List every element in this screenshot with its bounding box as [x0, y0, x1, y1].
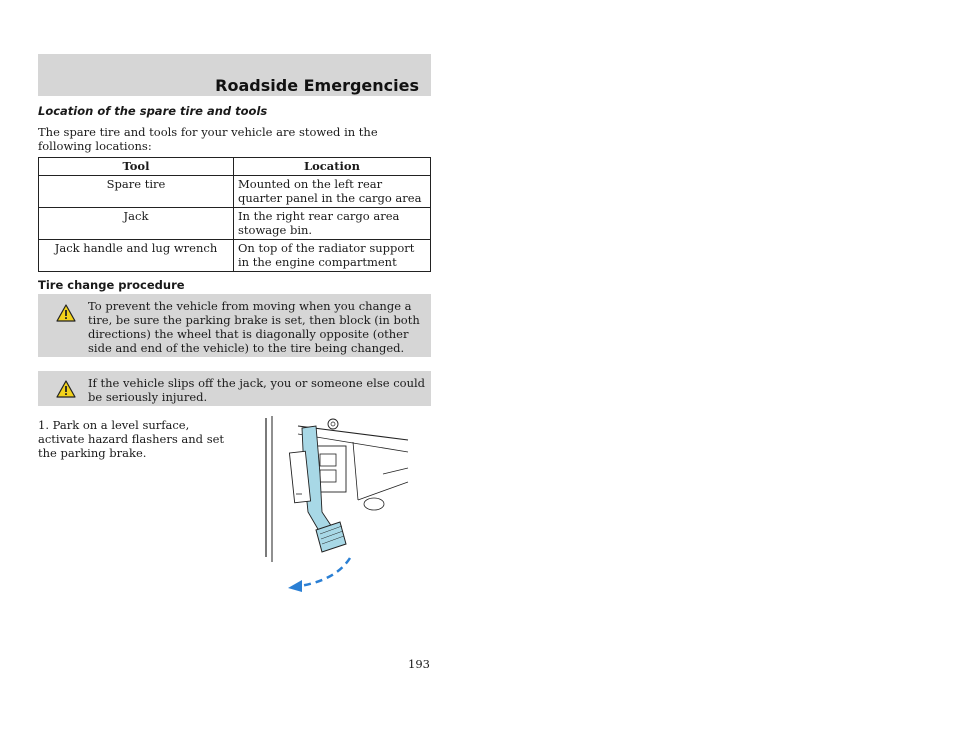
tire-change-heading: Tire change procedure	[38, 278, 185, 292]
table-row	[39, 176, 431, 208]
table-row	[39, 240, 431, 272]
warning-box-jack-slip	[38, 371, 431, 406]
step-1-text: 1. Park on a level surface, activate hazard flashers and set the parking brake.	[38, 418, 225, 460]
table-cell-tool: Spare tire	[39, 176, 234, 208]
table-cell-tool: Jack handle and lug wrench	[39, 240, 234, 272]
table-cell-location: On top of the radiator support in the engine compartment	[234, 240, 431, 272]
table-row	[39, 208, 431, 240]
parking-brake-pedal-illustration	[258, 412, 428, 592]
table-header-row	[39, 158, 431, 176]
warning-text-jack-slip: If the vehicle slips off the jack, you or someone else could be seriously injured.	[88, 376, 426, 404]
table-cell-location: In the right rear cargo area stowage bin.	[234, 208, 431, 240]
page-number: 193	[408, 657, 430, 671]
column-header-tool: Tool	[39, 158, 234, 176]
warning-box-parking-brake	[38, 294, 431, 357]
header-band	[38, 54, 431, 96]
warning-text-parking-brake: To prevent the vehicle from moving when you change a tire, be sure the parking brake is set, then block (in both directions) the wheel that is diagonally opposite (other side and end of the vehicle) to the tire being changed.	[88, 299, 420, 355]
warning-triangle-icon	[56, 380, 76, 398]
page-title: Roadside Emergencies	[215, 76, 419, 95]
warning-triangle-icon	[56, 304, 76, 322]
table-cell-location: Mounted on the left rear quarter panel in the cargo area	[234, 176, 431, 208]
spare-location-heading: Location of the spare tire and tools	[38, 104, 268, 118]
column-header-location: Location	[234, 158, 431, 176]
table-cell-tool: Jack	[39, 208, 234, 240]
tools-table	[38, 157, 431, 272]
spare-location-intro: The spare tire and tools for your vehicle are stowed in the following locations:	[38, 125, 378, 153]
